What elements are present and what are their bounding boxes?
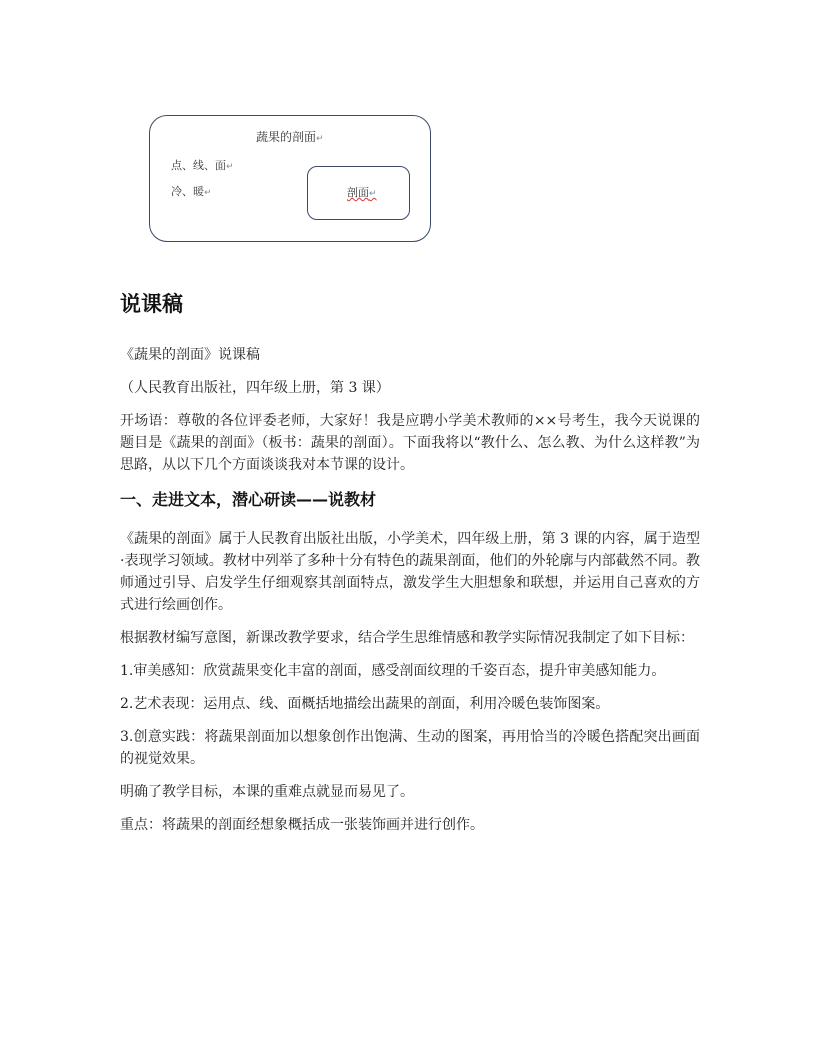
board-title: 蔬果的剖面↵	[256, 130, 324, 144]
opening-paragraph: 开场语：尊敬的各位评委老师，大家好！我是应聘小学美术教师的××号考生，我今天说课的题目是《蔬果的剖面》（板书：蔬果的剖面）。下面我将以“教什么、怎么教、为什么这样教”为思路，从以下几个方面谈谈我对本节课的设计。	[120, 413, 700, 473]
key-points-intro: 明确了教学目标，本课的重难点就显而易见了。	[120, 784, 414, 800]
board-line-elements: 点、线、面↵	[171, 159, 234, 172]
board-inner-label: 剖面↵	[347, 186, 377, 199]
key-point: 重点：将蔬果的剖面经想象概括成一张装饰画并进行创作。	[120, 817, 484, 833]
goal-expression: 2.艺术表现：运用点、线、面概括地描绘出蔬果的剖面，利用冷暖色装饰图案。	[120, 696, 610, 712]
lesson-title: 《蔬果的剖面》说课稿	[120, 347, 260, 363]
paragraph-mark-icon: ↵	[204, 188, 212, 198]
page-title: 说课稿	[120, 292, 183, 316]
paragraph-mark-icon: ↵	[369, 189, 377, 199]
paragraph-mark-icon: ↵	[226, 162, 234, 172]
section-heading-textbook: 一、走进文本，潜心研读——说教材	[120, 490, 377, 509]
publisher-info: （人民教育出版社，四年级上册，第 3 课）	[120, 380, 390, 396]
paragraph-mark-icon: ↵	[316, 134, 324, 144]
goal-aesthetic: 1.审美感知：欣赏蔬果变化丰富的剖面，感受剖面纹理的千姿百态，提升审美感知能力。	[120, 663, 666, 679]
board-line-colors: 冷、暖↵	[171, 185, 212, 198]
goal-creative: 3.创意实践：将蔬果剖面加以想象创作出饱满、生动的图案，再用恰当的冷暖色搭配突出画面的视觉效果。	[120, 729, 700, 767]
goals-intro-paragraph: 根据教材编写意图，新课改教学要求，结合学生思维情感和教学实际情况我制定了如下目标：	[120, 630, 694, 646]
document-body	[120, 288, 700, 847]
textbook-paragraph: 《蔬果的剖面》属于人民教育出版社出版，小学美术，四年级上册，第 3 课的内容，属于造型·表现学习领域。教材中列举了多种十分有特色的蔬果剖面，他们的外轮廓与内部截然不同。教师通过引导、启发学生仔细观察其剖面特点，激发学生大胆想象和联想，并运用自己喜欢的方式进行绘画创作。	[120, 531, 700, 613]
